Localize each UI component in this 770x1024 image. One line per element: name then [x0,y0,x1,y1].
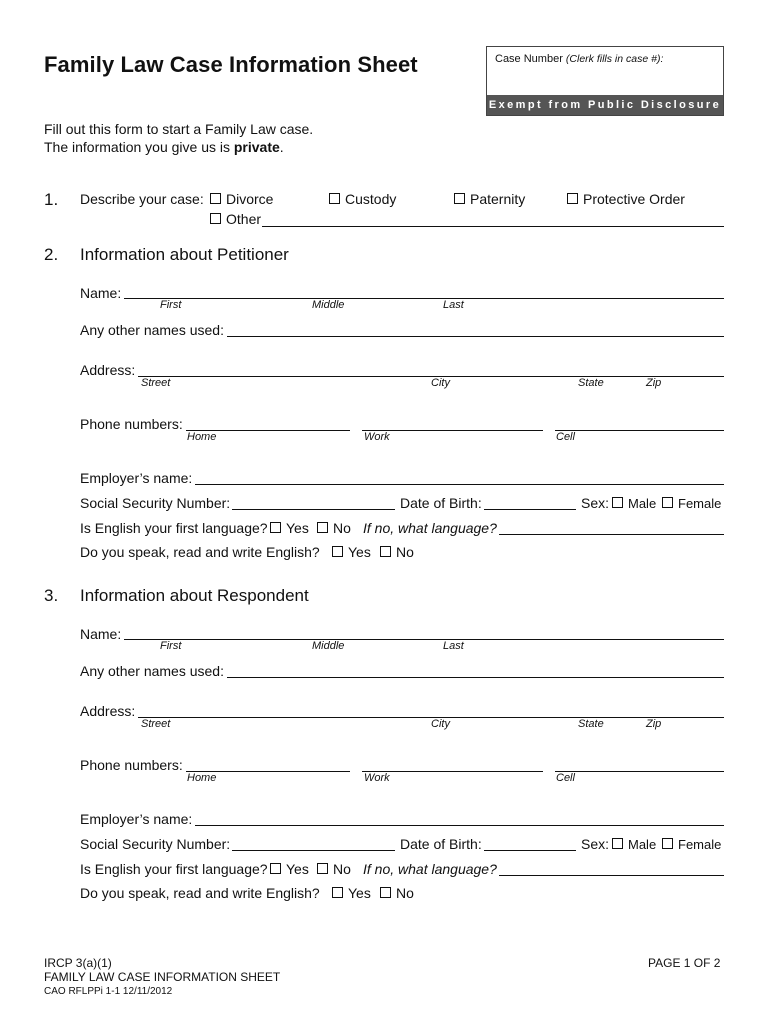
petitioner-phone-label: Phone numbers: [80,416,183,432]
footer-form-title: FAMILY LAW CASE INFORMATION SHEET [44,970,281,984]
petitioner-home-sub: Home [187,431,217,443]
exempt-banner: Exempt from Public Disclosure [487,95,723,115]
respondent-speak-english-no-label: No [396,885,414,901]
respondent-first-sub: First [160,640,182,652]
custody-label: Custody [345,191,397,207]
respondent-speak-english-label: Do you speak, read and write English? [80,885,320,901]
respondent-english-first-no-label: No [333,861,351,877]
respondent-address-label: Address: [80,703,136,719]
section-1-number: 1. [44,190,59,209]
case-number-box [486,46,724,116]
petitioner-heading: Information about Petitioner [80,245,289,264]
footer-form-id: CAO RFLPPi 1-1 12/11/2012 [44,986,173,997]
petitioner-speak-english-label: Do you speak, read and write English? [80,544,320,560]
petitioner-work-sub: Work [364,431,390,443]
divorce-label: Divorce [226,191,274,207]
petitioner-other-names-label: Any other names used: [80,322,224,338]
petitioner-speak-english-no-checkbox[interactable] [380,546,391,557]
petitioner-language-input[interactable] [499,534,724,535]
paternity-label: Paternity [470,191,526,207]
petitioner-speak-english-no-label: No [396,544,414,560]
other-checkbox[interactable] [210,213,221,224]
petitioner-english-first-no-checkbox[interactable] [317,522,328,533]
intro-text [44,120,313,156]
petitioner-sex-label: Sex: [581,495,610,511]
respondent-male-checkbox[interactable] [612,838,623,849]
respondent-name-label: Name: [80,626,122,642]
respondent-city-sub: City [431,718,450,730]
petitioner-zip-sub: Zip [646,377,662,389]
respondent-dob-label: Date of Birth: [400,836,482,852]
respondent-employer-label: Employer’s name: [80,811,193,827]
custody-checkbox[interactable] [329,193,340,204]
footer-code: IRCP 3(a)(1) [44,956,112,970]
petitioner-address-label: Address: [80,362,136,378]
respondent-phone-label: Phone numbers: [80,757,183,773]
petitioner-speak-english-yes-label: Yes [348,544,371,560]
divorce-checkbox[interactable] [210,193,221,204]
respondent-female-label: Female [678,837,722,852]
petitioner-cell-phone-input[interactable] [555,430,724,431]
petitioner-name-label: Name: [80,285,122,301]
respondent-cell-sub: Cell [556,772,575,784]
petitioner-female-label: Female [678,496,722,511]
case-type-label: Describe your case: [80,191,204,207]
respondent-work-sub: Work [364,772,390,784]
respondent-speak-english-yes-checkbox[interactable] [332,887,343,898]
respondent-female-checkbox[interactable] [662,838,673,849]
petitioner-english-first-label: Is English your first language? [80,520,268,536]
respondent-english-first-yes-label: Yes [286,861,309,877]
respondent-employer-input[interactable] [195,825,724,826]
petitioner-state-sub: State [578,377,604,389]
other-label: Other [226,211,262,227]
respondent-name-input[interactable] [124,639,724,640]
petitioner-middle-sub: Middle [312,299,345,311]
petitioner-english-first-no-label: No [333,520,351,536]
respondent-sex-label: Sex: [581,836,610,852]
respondent-ssn-label: Social Security Number: [80,836,231,852]
protective-order-checkbox[interactable] [567,193,578,204]
petitioner-if-no-label: If no, what language? [363,520,497,536]
respondent-if-no-label: If no, what language? [363,861,497,877]
petitioner-cell-sub: Cell [556,431,575,443]
petitioner-dob-label: Date of Birth: [400,495,482,511]
petitioner-other-names-input[interactable] [227,336,724,337]
respondent-heading: Information about Respondent [80,586,309,605]
respondent-ssn-input[interactable] [232,850,395,851]
respondent-state-sub: State [578,718,604,730]
petitioner-dob-input[interactable] [484,509,576,510]
petitioner-employer-input[interactable] [195,484,724,485]
protective-order-label: Protective Order [583,191,685,207]
respondent-english-first-no-checkbox[interactable] [317,863,328,874]
case-number-label: Case Number (Clerk fills in case #): [495,53,664,65]
respondent-english-first-label: Is English your first language? [80,861,268,877]
section-2-number: 2. [44,245,59,264]
petitioner-city-sub: City [431,377,450,389]
intro-line-1: Fill out this form to start a Family Law case. [44,121,314,137]
page-title: Family Law Case Information Sheet [44,52,418,77]
respondent-street-sub: Street [141,718,171,730]
intro-line-2: The information you give us is private. [44,139,284,155]
paternity-checkbox[interactable] [454,193,465,204]
petitioner-english-first-yes-label: Yes [286,520,309,536]
respondent-home-sub: Home [187,772,217,784]
respondent-speak-english-yes-label: Yes [348,885,371,901]
petitioner-female-checkbox[interactable] [662,497,673,508]
petitioner-employer-label: Employer’s name: [80,470,193,486]
respondent-speak-english-no-checkbox[interactable] [380,887,391,898]
respondent-other-names-label: Any other names used: [80,663,224,679]
other-input-line[interactable] [262,226,724,227]
footer-page-number: PAGE 1 OF 2 [648,956,721,970]
petitioner-speak-english-yes-checkbox[interactable] [332,546,343,557]
petitioner-ssn-label: Social Security Number: [80,495,231,511]
respondent-english-first-yes-checkbox[interactable] [270,863,281,874]
petitioner-first-sub: First [160,299,182,311]
petitioner-street-sub: Street [141,377,171,389]
petitioner-name-input[interactable] [124,298,724,299]
respondent-dob-input[interactable] [484,850,576,851]
petitioner-ssn-input[interactable] [232,509,395,510]
respondent-other-names-input[interactable] [227,677,724,678]
respondent-male-label: Male [628,837,657,852]
petitioner-male-checkbox[interactable] [612,497,623,508]
petitioner-last-sub: Last [443,299,464,311]
respondent-middle-sub: Middle [312,640,345,652]
respondent-zip-sub: Zip [646,718,662,730]
section-3-number: 3. [44,586,59,605]
petitioner-english-first-yes-checkbox[interactable] [270,522,281,533]
respondent-last-sub: Last [443,640,464,652]
petitioner-male-label: Male [628,496,657,511]
respondent-cell-phone-input[interactable] [555,771,724,772]
respondent-language-input[interactable] [499,875,724,876]
